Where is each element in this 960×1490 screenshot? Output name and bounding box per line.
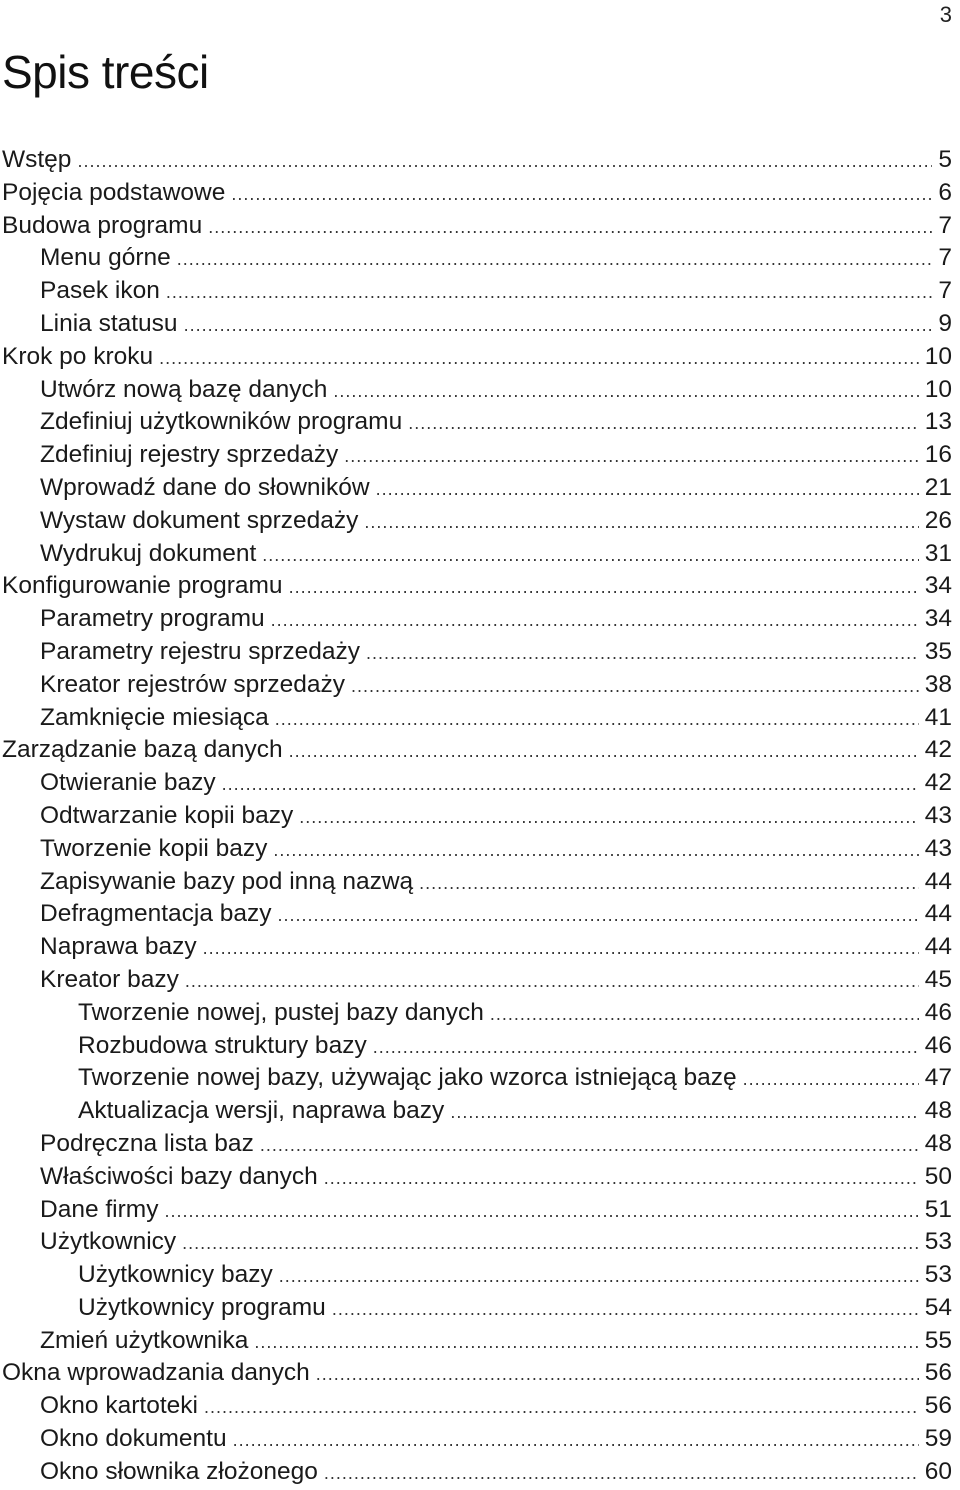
toc-entry-label: Tworzenie kopii bazy bbox=[40, 834, 268, 862]
toc-entry-label: Zamknięcie miesiąca bbox=[40, 703, 269, 731]
dot-leader bbox=[203, 932, 919, 964]
toc-entry[interactable] bbox=[0, 1030, 952, 1063]
toc-entry-label: Okna wprowadzania danych bbox=[2, 1359, 310, 1387]
toc-entry-page-number: 46 bbox=[924, 998, 952, 1026]
dot-leader bbox=[166, 276, 933, 308]
toc-entry-label: Rozbudowa struktury bazy bbox=[78, 1031, 367, 1059]
dot-leader bbox=[279, 1260, 919, 1292]
dot-leader bbox=[332, 1293, 919, 1325]
toc-entry-label: Utwórz nową bazę danych bbox=[40, 375, 328, 403]
toc-entry-page-number: 13 bbox=[924, 408, 952, 436]
toc-entry-page-number: 21 bbox=[924, 473, 952, 501]
toc-entry[interactable] bbox=[0, 1325, 952, 1358]
toc-entry-page-number: 48 bbox=[924, 1129, 952, 1157]
dot-leader bbox=[262, 539, 918, 571]
dot-leader bbox=[743, 1063, 919, 1095]
toc-entry[interactable] bbox=[0, 308, 952, 341]
dot-leader bbox=[231, 178, 932, 210]
table-of-contents bbox=[0, 144, 952, 1489]
toc-entry-label: Odtwarzanie kopii bazy bbox=[40, 801, 294, 829]
toc-entry-label: Pojęcia podstawowe bbox=[2, 178, 226, 206]
dot-leader bbox=[185, 965, 919, 997]
toc-entry-label: Zdefiniuj rejestry sprzedaży bbox=[40, 441, 339, 469]
toc-entry-page-number: 46 bbox=[924, 1031, 952, 1059]
dot-leader bbox=[324, 1162, 919, 1194]
toc-entry-label: Wystaw dokument sprzedaży bbox=[40, 506, 359, 534]
toc-entry-page-number: 53 bbox=[924, 1228, 952, 1256]
toc-entry[interactable] bbox=[0, 833, 952, 866]
toc-entry[interactable] bbox=[0, 669, 952, 702]
toc-entry[interactable] bbox=[0, 538, 952, 571]
dot-leader bbox=[316, 1358, 919, 1390]
toc-entry-page-number: 54 bbox=[924, 1293, 952, 1321]
dot-leader bbox=[333, 375, 918, 407]
toc-entry[interactable] bbox=[0, 210, 952, 243]
dot-leader bbox=[77, 145, 932, 177]
toc-entry-page-number: 50 bbox=[924, 1162, 952, 1190]
toc-entry[interactable] bbox=[0, 177, 952, 210]
toc-entry[interactable] bbox=[0, 341, 952, 374]
toc-entry[interactable] bbox=[0, 997, 952, 1030]
toc-entry-page-number: 7 bbox=[938, 211, 952, 239]
toc-entry-label: Linia statusu bbox=[40, 309, 178, 337]
toc-entry-label: Zapisywanie bazy pod inną nazwą bbox=[40, 867, 414, 895]
dot-leader bbox=[344, 440, 919, 472]
toc-entry-page-number: 42 bbox=[924, 769, 952, 797]
toc-entry[interactable] bbox=[0, 439, 952, 472]
toc-entry-label: Pasek ikon bbox=[40, 277, 160, 305]
dot-leader bbox=[204, 1391, 919, 1423]
dot-leader bbox=[159, 342, 919, 374]
dot-leader bbox=[324, 1457, 919, 1489]
toc-entry-page-number: 55 bbox=[924, 1326, 952, 1354]
toc-entry[interactable] bbox=[0, 1423, 952, 1456]
toc-entry-page-number: 47 bbox=[924, 1064, 952, 1092]
toc-entry[interactable] bbox=[0, 1292, 952, 1325]
toc-entry-label: Defragmentacja bazy bbox=[40, 900, 272, 928]
toc-entry-label: Menu górne bbox=[40, 244, 171, 272]
dot-leader bbox=[233, 1424, 919, 1456]
toc-entry-label: Użytkownicy programu bbox=[78, 1293, 326, 1321]
dot-leader bbox=[289, 571, 919, 603]
toc-entry-label: Aktualizacja wersji, naprawa bazy bbox=[78, 1097, 445, 1125]
toc-entry[interactable] bbox=[0, 505, 952, 538]
toc-entry-label: Parametry rejestru sprzedaży bbox=[40, 637, 360, 665]
toc-entry[interactable] bbox=[0, 374, 952, 407]
toc-entry-label: Użytkownicy bazy bbox=[78, 1261, 273, 1289]
toc-entry-label: Okno słownika złożonego bbox=[40, 1457, 318, 1485]
toc-entry-page-number: 44 bbox=[924, 933, 952, 961]
toc-entry[interactable] bbox=[0, 1456, 952, 1489]
toc-entry[interactable] bbox=[0, 1161, 952, 1194]
toc-entry[interactable] bbox=[0, 866, 952, 899]
dot-leader bbox=[208, 211, 932, 243]
toc-entry-label: Budowa programu bbox=[2, 211, 203, 239]
toc-entry-page-number: 41 bbox=[924, 703, 952, 731]
toc-entry-label: Kreator bazy bbox=[40, 965, 179, 993]
toc-entry[interactable] bbox=[0, 1357, 952, 1390]
dot-leader bbox=[408, 407, 919, 439]
toc-entry[interactable] bbox=[0, 1062, 952, 1095]
dot-leader bbox=[273, 834, 918, 866]
toc-entry-label: Kreator rejestrów sprzedaży bbox=[40, 670, 346, 698]
dot-leader bbox=[450, 1096, 918, 1128]
toc-entry[interactable] bbox=[0, 702, 952, 735]
toc-entry[interactable] bbox=[0, 1194, 952, 1227]
toc-entry-label: Podręczna lista baz bbox=[40, 1129, 254, 1157]
toc-entry-label: Dane firmy bbox=[40, 1195, 159, 1223]
toc-entry-page-number: 60 bbox=[924, 1457, 952, 1485]
toc-entry-page-number: 10 bbox=[924, 342, 952, 370]
toc-entry[interactable] bbox=[0, 636, 952, 669]
toc-entry-page-number: 59 bbox=[924, 1425, 952, 1453]
toc-entry[interactable] bbox=[0, 931, 952, 964]
dot-leader bbox=[254, 1326, 918, 1358]
dot-leader bbox=[222, 768, 919, 800]
toc-entry[interactable] bbox=[0, 898, 952, 931]
dot-leader bbox=[376, 473, 919, 505]
toc-entry-label: Użytkownicy bbox=[40, 1228, 177, 1256]
toc-entry-label: Wydrukuj dokument bbox=[40, 539, 257, 567]
toc-entry-page-number: 51 bbox=[924, 1195, 952, 1223]
toc-entry[interactable] bbox=[0, 767, 952, 800]
toc-entry-label: Naprawa bazy bbox=[40, 933, 197, 961]
dot-leader bbox=[184, 309, 933, 341]
toc-entry-page-number: 35 bbox=[924, 637, 952, 665]
toc-entry-label: Zdefiniuj użytkowników programu bbox=[40, 408, 403, 436]
toc-entry[interactable] bbox=[0, 964, 952, 997]
page-number: 3 bbox=[939, 2, 952, 27]
dot-leader bbox=[364, 506, 918, 538]
toc-entry-page-number: 45 bbox=[924, 965, 952, 993]
page-title: Spis treści bbox=[2, 46, 209, 98]
dot-leader bbox=[177, 243, 933, 275]
toc-entry-page-number: 9 bbox=[938, 309, 952, 337]
toc-entry-page-number: 44 bbox=[924, 867, 952, 895]
dot-leader bbox=[299, 801, 918, 833]
toc-entry[interactable] bbox=[0, 406, 952, 439]
toc-entry[interactable] bbox=[0, 144, 952, 177]
toc-entry-label: Tworzenie nowej, pustej bazy danych bbox=[78, 998, 484, 1026]
toc-entry-label: Wprowadź dane do słowników bbox=[40, 473, 370, 501]
dot-leader bbox=[373, 1031, 919, 1063]
toc-entry-page-number: 6 bbox=[938, 178, 952, 206]
toc-entry-page-number: 34 bbox=[924, 605, 952, 633]
toc-entry-page-number: 10 bbox=[924, 375, 952, 403]
toc-entry-label: Zmień użytkownika bbox=[40, 1326, 249, 1354]
toc-entry[interactable] bbox=[0, 1226, 952, 1259]
dot-leader bbox=[278, 899, 919, 931]
toc-entry-page-number: 26 bbox=[924, 506, 952, 534]
dot-leader bbox=[289, 735, 919, 767]
toc-entry-label: Tworzenie nowej bazy, używając jako wzorca istniejącą bazę bbox=[78, 1064, 737, 1092]
toc-entry-page-number: 31 bbox=[924, 539, 952, 567]
toc-entry-page-number: 56 bbox=[924, 1359, 952, 1387]
toc-entry[interactable] bbox=[0, 570, 952, 603]
toc-entry[interactable] bbox=[0, 603, 952, 636]
dot-leader bbox=[260, 1129, 919, 1161]
dot-leader bbox=[275, 703, 919, 735]
toc-entry-page-number: 7 bbox=[938, 244, 952, 272]
dot-leader bbox=[366, 637, 919, 669]
toc-entry[interactable] bbox=[0, 1259, 952, 1292]
dot-leader bbox=[164, 1195, 918, 1227]
toc-entry-page-number: 43 bbox=[924, 801, 952, 829]
toc-entry-page-number: 53 bbox=[924, 1261, 952, 1289]
toc-entry-label: Wstęp bbox=[2, 146, 72, 173]
dot-leader bbox=[351, 670, 919, 702]
toc-entry[interactable] bbox=[0, 1390, 952, 1423]
toc-entry-label: Konfigurowanie programu bbox=[2, 572, 283, 600]
toc-entry-page-number: 42 bbox=[924, 736, 952, 764]
toc-entry-label: Otwieranie bazy bbox=[40, 769, 216, 797]
toc-entry-page-number: 38 bbox=[924, 670, 952, 698]
toc-entry-page-number: 44 bbox=[924, 900, 952, 928]
toc-entry-page-number: 43 bbox=[924, 834, 952, 862]
toc-entry[interactable] bbox=[0, 734, 952, 767]
toc-entry-label: Zarządzanie bazą danych bbox=[2, 736, 283, 764]
toc-entry[interactable] bbox=[0, 472, 952, 505]
toc-entry[interactable] bbox=[0, 275, 952, 308]
toc-entry-label: Krok po kroku bbox=[2, 342, 154, 370]
dot-leader bbox=[182, 1227, 919, 1259]
toc-entry-page-number: 5 bbox=[938, 146, 952, 173]
toc-entry[interactable] bbox=[0, 1128, 952, 1161]
dot-leader bbox=[490, 998, 919, 1030]
toc-entry-page-number: 34 bbox=[924, 572, 952, 600]
toc-entry-label: Parametry programu bbox=[40, 605, 265, 633]
toc-entry[interactable] bbox=[0, 1095, 952, 1128]
dot-leader bbox=[419, 867, 919, 899]
toc-entry[interactable] bbox=[0, 800, 952, 833]
toc-entry-page-number: 48 bbox=[924, 1097, 952, 1125]
toc-entry[interactable] bbox=[0, 242, 952, 275]
toc-entry-page-number: 7 bbox=[938, 277, 952, 305]
toc-entry-page-number: 16 bbox=[924, 441, 952, 469]
toc-entry-label: Okno dokumentu bbox=[40, 1425, 227, 1453]
toc-entry-label: Okno kartoteki bbox=[40, 1392, 198, 1420]
dot-leader bbox=[271, 604, 919, 636]
toc-entry-page-number: 56 bbox=[924, 1392, 952, 1420]
toc-entry-label: Właściwości bazy danych bbox=[40, 1162, 318, 1190]
